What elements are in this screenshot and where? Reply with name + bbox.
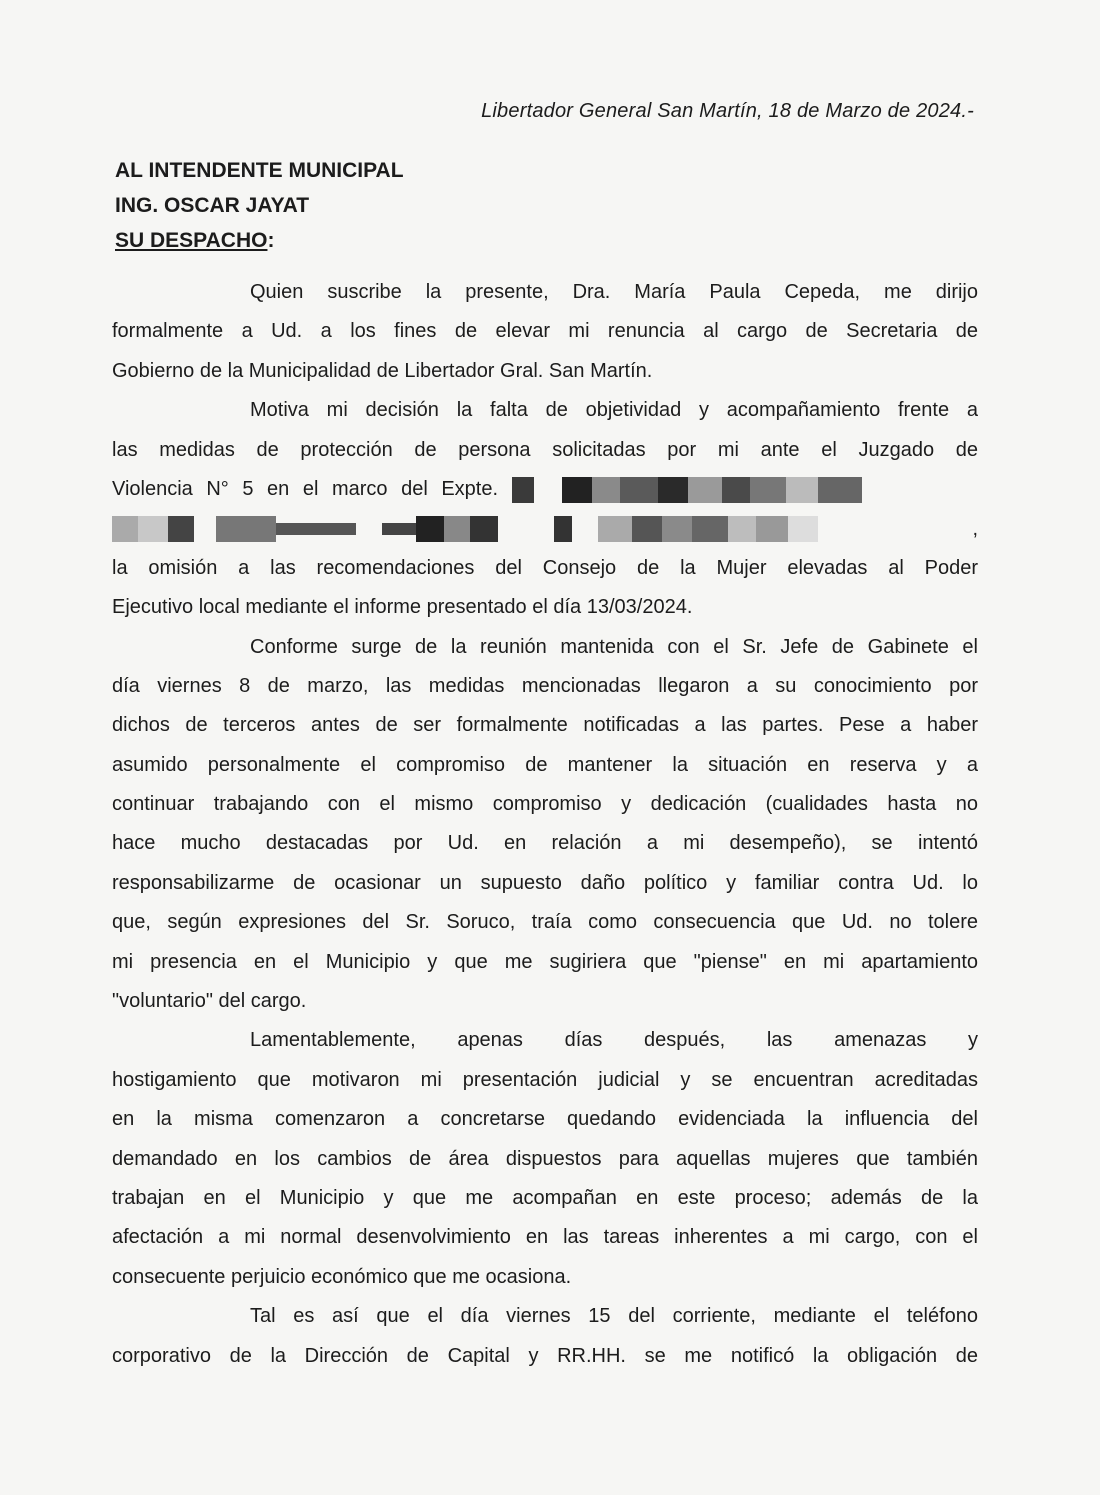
addressee-title: AL INTENDENTE MUNICIPAL (115, 159, 404, 182)
addressee-office (115, 223, 404, 258)
p4-line-7: consecuente perjuicio económico que me ocasiona. (112, 1265, 572, 1288)
letter-body (112, 273, 978, 1376)
p2-line-3 (112, 470, 978, 509)
redaction-block (692, 516, 728, 542)
redaction-block (788, 516, 818, 542)
p3-line-7: responsabilizarme de ocasionar un supuesto daño político y familiar contra Ud. lo (112, 871, 978, 894)
p4-line-3: en la misma comenzaron a concretarse quedando evidenciada la influencia del (112, 1108, 978, 1131)
p2-line-1: Motiva mi decisión la falta de objetividad y acompañamiento frente a (250, 399, 978, 422)
redaction-block (592, 477, 620, 503)
p3-line-8: que, según expresiones del Sr. Soruco, traía como consecuencia que Ud. no tolere (112, 911, 978, 934)
redaction-block (112, 516, 138, 542)
redaction-block (416, 516, 444, 542)
redaction-block (168, 516, 194, 542)
redaction-block (818, 477, 862, 503)
redaction-block (786, 477, 818, 503)
redaction-block (688, 477, 722, 503)
redaction-block (598, 516, 632, 542)
p1-line-1: Quien suscribe la presente, Dra. María Paula Cepeda, me dirijo (250, 281, 978, 303)
p3-line-4: asumido personalmente el compromiso de mantener la situación en reserva y a (112, 753, 978, 776)
p2-line-3-text: Violencia N° 5 en el marco del Expte. (112, 478, 499, 501)
addressee-name: ING. OSCAR JAYAT (115, 194, 310, 217)
redaction-block (276, 523, 356, 535)
p5-line-2: corporativo de la Dirección de Capital y RR.HH. se me notificó la obligación de (112, 1344, 978, 1367)
redaction-block (562, 477, 592, 503)
redaction-block (554, 516, 572, 542)
redaction-block (750, 477, 786, 503)
redaction-block (470, 516, 498, 542)
addressee-block (115, 153, 404, 258)
p3-line-9: mi presencia en el Municipio y que me sugiriera que "piense" en mi apartamiento (112, 950, 978, 973)
p1-line-2: formalmente a Ud. a los fines de elevar mi renuncia al cargo de Secretaria de (112, 320, 978, 343)
p3-line-6: hace mucho destacadas por Ud. en relación a mi desempeño), se intentó (112, 832, 978, 855)
p2-line-2: las medidas de protección de persona solicitadas por mi ante el Juzgado de (112, 438, 978, 461)
p4-line-5: trabajan en el Municipio y que me acompañan en este proceso; además de la (112, 1186, 978, 1209)
p3-line-3: dichos de terceros antes de ser formalmente notificadas a las partes. Pese a haber (112, 714, 978, 737)
redaction-block (756, 516, 788, 542)
p2-line-5: la omisión a las recomendaciones del Consejo de la Mujer elevadas al Poder (112, 556, 978, 579)
redaction-block (444, 516, 470, 542)
p4-line-1: Lamentablemente, apenas días después, las amenazas y (250, 1029, 978, 1052)
redaction-block (722, 477, 750, 503)
redaction-block (216, 516, 276, 542)
addressee-office-label: SU DESPACHO (115, 229, 268, 252)
redaction-block (662, 516, 692, 542)
p3-line-10: "voluntario" del cargo. (112, 990, 307, 1013)
p2-line-4 (112, 509, 978, 548)
redaction-block (620, 477, 658, 503)
addressee-office-colon: : (267, 229, 275, 252)
p3-line-5: continuar trabajando con el mismo compromiso y dedicación (cualidades hasta no (112, 793, 978, 816)
p4-line-4: demandado en los cambios de área dispuestos para aquellas mujeres que también (112, 1147, 978, 1170)
redaction-block (512, 477, 534, 503)
p5-line-1: Tal es así que el día viernes 15 del corriente, mediante el teléfono (250, 1305, 978, 1328)
redaction-block (632, 516, 662, 542)
redaction-block (658, 477, 688, 503)
p4-line-6: afectación a mi normal desenvolvimiento en las tareas inherentes a mi cargo, con el (112, 1226, 978, 1249)
p4-line-2: hostigamiento que motivaron mi presentación judicial y se encuentran acreditadas (112, 1068, 978, 1091)
p2-line-6: Ejecutivo local mediante el informe presentado el día 13/03/2024. (112, 596, 693, 619)
redaction-block (382, 523, 416, 535)
p3-line-1: Conforme surge de la reunión mantenida con el Sr. Jefe de Gabinete el (250, 635, 978, 658)
redaction-end-comma: , (972, 517, 978, 540)
letter-date: Libertador General San Martín, 18 de Marzo de 2024.- (481, 100, 974, 122)
p3-line-2: día viernes 8 de marzo, las medidas mencionadas llegaron a su conocimiento por (112, 674, 978, 697)
redaction-block (728, 516, 756, 542)
p1-line-3: Gobierno de la Municipalidad de Libertador Gral. San Martín. (112, 359, 653, 382)
redaction-block (138, 516, 168, 542)
